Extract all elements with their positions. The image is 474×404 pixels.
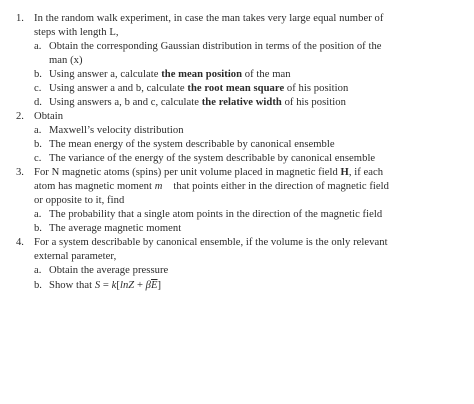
question-1-text-line-2: steps with length L,: [34, 27, 119, 38]
q3-part-b-letter: b.: [34, 223, 42, 234]
q3-part-a-letter: a.: [34, 209, 42, 220]
question-1-text-line-1: In the random walk experiment, in case the man takes very large equal number of: [34, 13, 384, 24]
q1-part-a-line-2: man (x): [49, 55, 83, 66]
question-4-text-line-1: For a system describable by canonical ensemble, if the volume is the only relevant: [34, 237, 388, 248]
question-1-number: 1.: [16, 13, 24, 24]
q2-part-b-text: The mean energy of the system describable by canonical ensemble: [49, 139, 335, 150]
magnetic-moment-symbol: m⃗: [154, 181, 171, 192]
q1-part-d-letter: d.: [34, 97, 42, 108]
q1-part-d-text: Using answers a, b and c, calculate the relative width of his position: [49, 97, 346, 108]
q1-part-b-letter: b.: [34, 69, 42, 80]
question-3-text-line-1: For N magnetic atoms (spins) per unit volume placed in magnetic field H, if each: [34, 167, 384, 178]
q4-part-a-letter: a.: [34, 265, 42, 276]
q1-part-c-text: Using answer a and b, calculate the root mean square of his position: [49, 83, 349, 94]
question-3-text-line-3: or opposite to it, find: [34, 195, 125, 206]
q2-part-a-letter: a.: [34, 125, 42, 136]
q1-part-a-letter: a.: [34, 41, 42, 52]
q2-part-c-text: The variance of the energy of the system describable by canonical ensemble: [49, 153, 376, 164]
question-3-number: 3.: [16, 167, 24, 178]
q3-part-a-text: The probability that a single atom points in the direction of the magnetic field: [49, 209, 383, 220]
question-2-text: Obtain: [34, 111, 64, 122]
q4-part-a-text: Obtain the average pressure: [49, 265, 169, 276]
question-2-number: 2.: [16, 111, 24, 122]
q1-part-b-text: Using answer a, calculate the mean position of the man: [49, 69, 291, 80]
q1-part-a-line-1: Obtain the corresponding Gaussian distribution in terms of the position of the: [49, 41, 382, 52]
q1-part-c-letter: c.: [34, 83, 42, 94]
q4-part-b-text: Show that $S = k[\ln Z + \beta\overline{E}]$: [49, 280, 162, 291]
q2-part-b-letter: b.: [34, 139, 42, 150]
q4-part-b-letter: b.: [34, 280, 42, 291]
mean-energy-symbol: $\overline{E}$: [151, 280, 158, 291]
question-3-text-line-2: atom has magnetic moment m⃗ that points either in the direction of magnetic field: [34, 181, 389, 192]
q2-part-a-text: Maxwell’s velocity distribution: [49, 125, 184, 136]
q2-part-c-letter: c.: [34, 153, 42, 164]
question-4-text-line-2: external parameter,: [34, 251, 117, 262]
question-4-number: 4.: [16, 237, 24, 248]
q3-part-b-text: The average magnetic moment: [49, 223, 182, 234]
formula-entropy: S: [94, 280, 101, 291]
